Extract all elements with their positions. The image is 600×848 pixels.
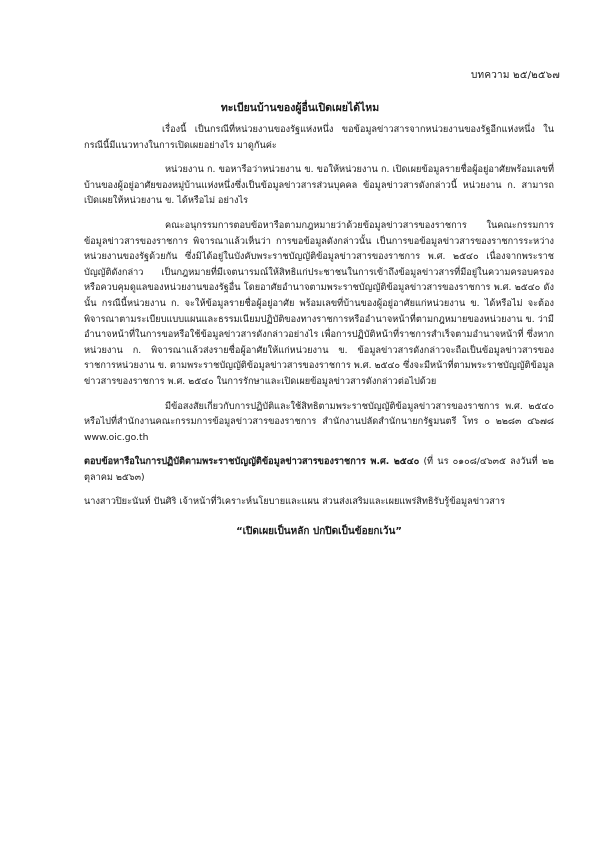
question-paragraph: หน่วยงาน ก. ขอหารือว่าหน่วยงาน ข. ขอให้หน่วยงาน ก. เปิดเผยข้อมูลรายชื่อผู้อยู่อาศัยพร้อมเลขที่บ้านของผู้อยู่อาศัยของหมู่บ้านแห่งหนึ่งซึ่งเป็นข้อมูลข่าวสารส่วนบุคคล ข้อมูลข่าวสารดังกล่าวนี้ หน่วยงาน ก. สามารถเปิดเผยให้หน่วยงาน ข. ได้หรือไม่ อย่างไร (84, 164, 554, 207)
article-number: บทความ ๒๕/๒๕๖๗ (471, 70, 560, 81)
answer-reference-number: (ที่ นร ๐๑๐๘/๔๖๓๕ ลงวันที่ ๒๒ ตุลาคม ๒๕๖๓) (84, 456, 554, 483)
document-body (84, 122, 554, 540)
answer-paragraph: คณะอนุกรรมการตอบข้อหารือตามกฎหมายว่าด้วยข้อมูลข่าวสารของราชการ ในคณะกรรมการข้อมูลข่าวสารของราชการ พิจารณาแล้วเห็นว่า การขอข้อมูลดังกล่าวนั้น เป็นการขอข้อมูลข่าวสารของราชการระหว่างหน่วยงานของรัฐด้วยกัน ซึ่งมิได้อยู่ในบังคับพระราชบัญญัติข้อมูลข่าวสารของราชการ พ.ศ. ๒๕๔๐ เนื่องจากพระราชบัญญัติดังกล่าว เป็นกฎหมายที่มีเจตนารมณ์ให้สิทธิแก่ประชาชนในการเข้าถึงข้อมูลข่าวสารที่มีอยู่ในความครอบครองหรือควบคุมดูแลของหน่วยงานของรัฐอื่น โดยอาศัยอำนาจตามพระราชบัญญัติข้อมูลข่าวสารของราชการ พ.ศ. ๒๕๔๐ ดังนั้น กรณีนี้หน่วยงาน ก. จะให้ข้อมูลรายชื่อผู้อยู่อาศัย พร้อมเลขที่บ้านของผู้อยู่อาศัยแก่หน่วยงาน ข. ได้หรือไม่ จะต้องพิจารณาตามระเบียบแบบแผนและธรรมเนียมปฏิบัติของทางราชการหรืออำนาจหน้าที่ตามกฎหมายของหน่วยงาน ข. ว่ามีอำนาจหน้าที่ในการขอหรือใช้ข้อมูลข่าวสารดังกล่าวอย่างไร เพื่อการปฏิบัติหน้าที่ราชการสำเร็จตามอำนาจหน้าที่ ซึ่งหากหน่วยงาน ก. พิจารณาแล้วส่งรายชื่อผู้อาศัยให้แก่หน่วยงาน ข. ข้อมูลข่าวสารดังกล่าวจะถือเป็นข้อมูลข่าวสารของราชการหน่วยงาน ข. ตามพระราชบัญญัติข้อมูลข่าวสารของราชการ พ.ศ. ๒๕๔๐ ซึ่งจะมีหน้าที่ตามพระราชบัญญัติข้อมูลข่าวสารของราชการ พ.ศ. ๒๕๔๐ ในการรักษาและเปิดเผยข้อมูลข่าวสารดังกล่าวต่อไปด้วย (84, 219, 554, 387)
answer-reference (84, 454, 554, 485)
answer-reference-title: ตอบข้อหารือในการปฏิบัติตามพระราชบัญญัติข้อมูลข่าวสารของราชการ พ.ศ. ๒๕๔๐ (84, 456, 420, 468)
slogan: “เปิดเผยเป็นหลัก ปกปิดเป็นข้อยกเว้น” (236, 526, 402, 538)
author-line: นางสาวปิยะนันท์ ปันศิริ เจ้าหน้าที่วิเคราะห์นโยบายและแผน ส่วนส่งเสริมและเผยแพร่สิทธิรับรู้ข้อมูลข่าวสาร (84, 496, 506, 508)
contact-paragraph: มีข้อสงสัยเกี่ยวกับการปฏิบัติและใช้สิทธิตามพระราชบัญญัติข้อมูลข่าวสารของราชการ พ.ศ. ๒๕๔๐ หรือไปที่สำนักงานคณะกรรมการข้อมูลข่าวสารของราชการ สำนักงานปลัดสำนักนายกรัฐมนตรี โทร ๐ ๒๒๘๓ ๔๖๗๘ www.oic.go.th (84, 400, 554, 443)
intro-paragraph: เรื่องนี้ เป็นกรณีที่หน่วยงานของรัฐแห่งหนึ่ง ขอข้อมูลข่าวสารจากหน่วยงานของรัฐอีกแห่งหนึ่ง ในกรณีนี้มีแนวทางในการเปิดเผยอย่างไร มาดูกันค่ะ (84, 124, 554, 151)
page-title: ทะเบียนบ้านของผู้อื่นเปิดเผยได้ไหม (220, 102, 380, 114)
